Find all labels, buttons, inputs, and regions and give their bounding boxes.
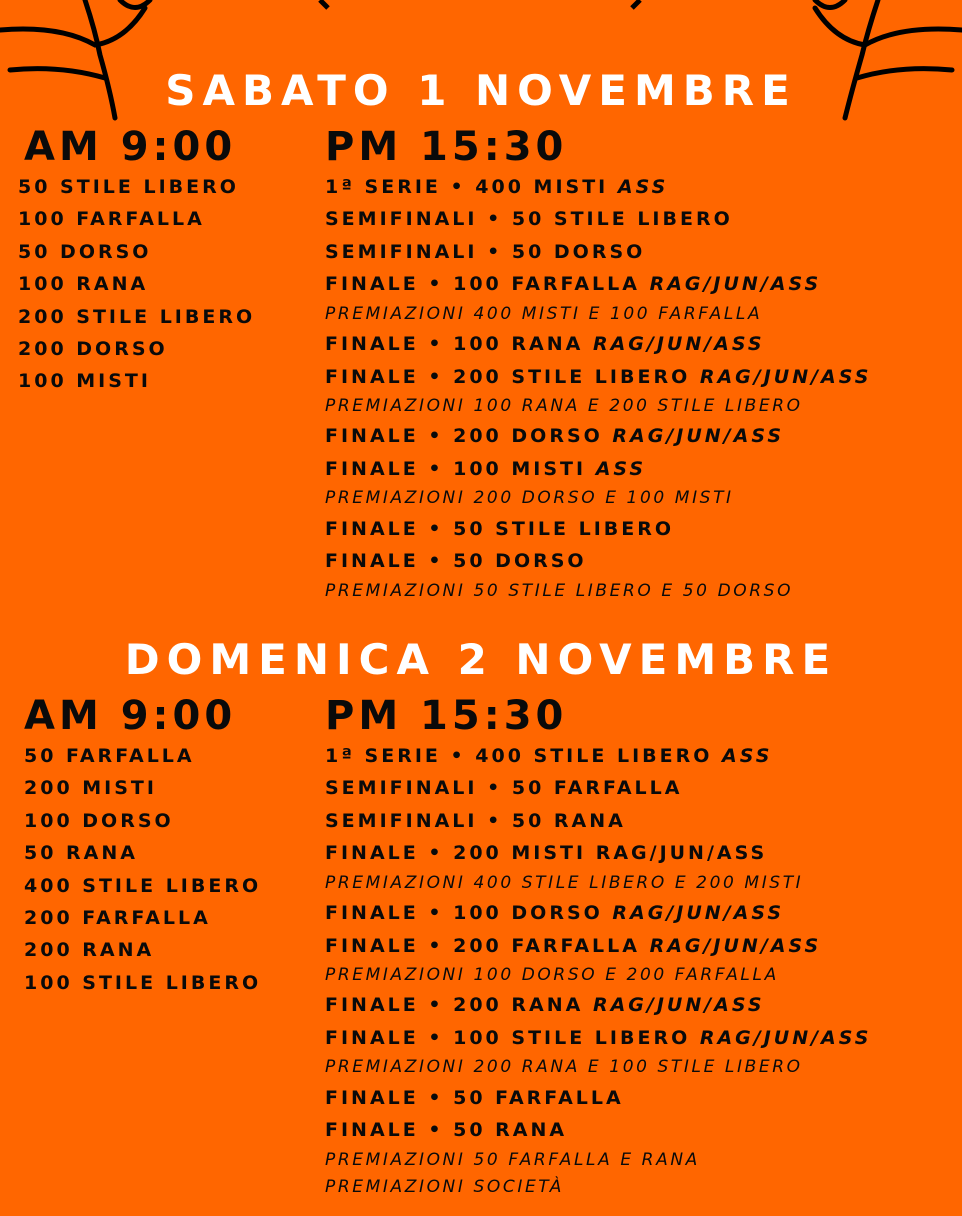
sunday-am-time: AM 9:00 xyxy=(24,693,237,739)
am-event-item: 100 FARFALLA xyxy=(18,208,205,231)
pm-event-item xyxy=(325,171,871,203)
pm-event-label: 1ª SERIE • 400 MISTI xyxy=(325,176,618,198)
pm-event-label: FINALE • 100 STILE LIBERO xyxy=(325,1026,700,1049)
category-label: ASS xyxy=(722,745,773,767)
award-ceremony-note: PREMIAZIONI 100 DORSO E 200 FARFALLA xyxy=(325,964,779,985)
award-ceremony-note: PREMIAZIONI 400 MISTI E 100 FARFALLA xyxy=(325,303,763,324)
pm-event-label: FINALE • 200 DORSO xyxy=(325,425,613,448)
category-label: RAG/JUN/ASS xyxy=(592,333,765,356)
award-ceremony-note: PREMIAZIONI 200 DORSO E 100 MISTI xyxy=(325,488,734,509)
pm-event-item xyxy=(325,268,871,300)
web-strand-icon xyxy=(632,0,640,8)
category-label: RAG/JUN/ASS xyxy=(699,365,872,388)
pm-event-item xyxy=(325,420,871,452)
pm-event-item xyxy=(325,897,871,929)
pm-event-label: FINALE • 200 STILE LIBERO xyxy=(325,365,700,388)
sunday-pm-time: PM 15:30 xyxy=(325,693,568,739)
pm-event-label: FINALE • 100 RANA xyxy=(325,333,593,356)
pm-event-label: FINALE • 200 MISTI RAG/JUN/ASS xyxy=(325,842,768,865)
pm-event-item xyxy=(325,203,871,235)
award-ceremony-note: PREMIAZIONI SOCIETÀ xyxy=(325,1177,564,1198)
category-label: RAG/JUN/ASS xyxy=(699,1026,872,1049)
pm-event-label: FINALE • 50 DORSO xyxy=(325,550,587,573)
am-event-item: 100 DORSO xyxy=(24,809,174,832)
pm-event-label: SEMIFINALI • 50 FARFALLA xyxy=(325,777,683,800)
category-label: RAG/JUN/ASS xyxy=(612,902,785,925)
pm-event-item xyxy=(325,805,871,837)
am-event-item: 400 STILE LIBERO xyxy=(24,874,262,897)
pm-event-item xyxy=(325,930,871,962)
award-ceremony-note: PREMIAZIONI 100 RANA E 200 STILE LIBERO xyxy=(325,395,803,416)
pm-event-label: SEMIFINALI • 50 RANA xyxy=(325,809,626,832)
am-event-item: 200 STILE LIBERO xyxy=(18,305,256,328)
award-ceremony-note: PREMIAZIONI 400 STILE LIBERO E 200 MISTI xyxy=(325,872,804,893)
pm-event-item xyxy=(325,772,871,804)
pm-event-label: SEMIFINALI • 50 STILE LIBERO xyxy=(325,208,733,231)
award-ceremony-note: PREMIAZIONI 50 FARFALLA E RANA xyxy=(325,1149,700,1170)
category-label: RAG/JUN/ASS xyxy=(649,273,822,296)
category-label: RAG/JUN/ASS xyxy=(592,994,765,1017)
pm-event-item xyxy=(325,453,871,485)
pm-event-item xyxy=(325,837,871,869)
category-label: ASS xyxy=(617,176,669,198)
award-ceremony-note: PREMIAZIONI 50 STILE LIBERO E 50 DORSO xyxy=(325,580,794,601)
category-label: ASS xyxy=(595,457,647,480)
pm-event-item xyxy=(325,545,871,577)
am-event-item: 200 MISTI xyxy=(24,777,157,800)
pm-event-item xyxy=(325,513,871,545)
saturday-pm-time: PM 15:30 xyxy=(325,124,568,170)
web-strand-icon xyxy=(320,0,328,8)
am-event-item: 100 RANA xyxy=(18,273,149,296)
pm-event-item xyxy=(325,1082,871,1114)
sunday-am-list xyxy=(24,740,261,999)
saturday-pm-list xyxy=(325,171,871,605)
sunday-pm-list xyxy=(325,740,871,1202)
pm-event-item xyxy=(325,361,871,393)
pm-event-item xyxy=(325,1022,871,1054)
pm-event-label: FINALE • 50 FARFALLA xyxy=(325,1086,624,1109)
am-event-item: 50 STILE LIBERO xyxy=(18,176,239,198)
pm-event-label: FINALE • 100 DORSO xyxy=(325,902,613,925)
am-event-item: 50 DORSO xyxy=(18,240,152,263)
pm-event-item xyxy=(325,740,871,772)
pm-event-label: FINALE • 100 FARFALLA xyxy=(325,273,650,296)
am-event-item: 100 MISTI xyxy=(18,370,151,393)
saturday-title: SABATO 1 NOVEMBRE xyxy=(165,66,797,115)
am-event-item: 50 FARFALLA xyxy=(24,745,195,767)
award-ceremony-note: PREMIAZIONI 200 RANA E 100 STILE LIBERO xyxy=(325,1057,803,1078)
pm-event-item xyxy=(325,989,871,1021)
saturday-am-time: AM 9:00 xyxy=(24,124,237,170)
am-event-item: 100 STILE LIBERO xyxy=(24,971,262,994)
pm-event-label: 1ª SERIE • 400 STILE LIBERO xyxy=(325,745,722,767)
category-label: RAG/JUN/ASS xyxy=(649,934,822,957)
am-event-item: 200 FARFALLA xyxy=(24,907,211,930)
pm-event-item xyxy=(325,1114,871,1146)
pm-event-label: FINALE • 200 RANA xyxy=(325,994,593,1017)
am-event-item: 200 DORSO xyxy=(18,338,168,361)
pm-event-label: FINALE • 100 MISTI xyxy=(325,457,596,480)
sunday-title: DOMENICA 2 NOVEMBRE xyxy=(124,635,838,684)
am-event-item: 50 RANA xyxy=(24,842,138,865)
saturday-am-list xyxy=(18,171,255,398)
am-event-item: 200 RANA xyxy=(24,939,155,962)
pm-event-label: SEMIFINALI • 50 DORSO xyxy=(325,240,646,263)
pm-event-item xyxy=(325,328,871,360)
pm-event-label: FINALE • 50 RANA xyxy=(325,1119,568,1142)
pm-event-label: FINALE • 200 FARFALLA xyxy=(325,934,650,957)
category-label: RAG/JUN/ASS xyxy=(612,425,785,448)
pm-event-item xyxy=(325,236,871,268)
pm-event-label: FINALE • 50 STILE LIBERO xyxy=(325,517,675,540)
